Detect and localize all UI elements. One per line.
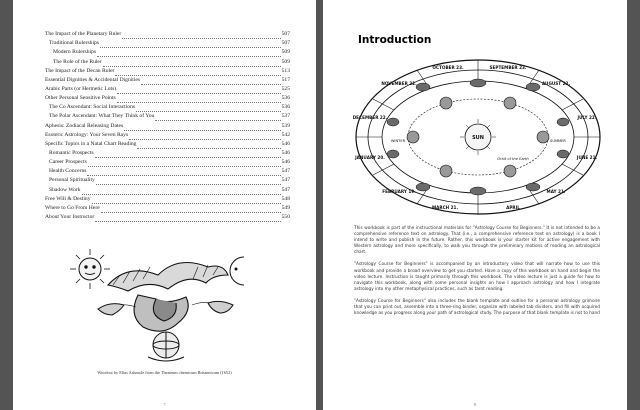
toc-entry-page: 536 [281,104,290,111]
month-label: SEPTEMBER 23. [489,65,527,70]
toc-leader-dots [141,79,281,85]
sun-label: SUN [472,135,484,141]
toc-leader-dots [87,170,280,176]
toc-leader-dots [129,134,280,140]
toc-entry-title: Romantic Prospects [49,149,94,156]
toc-entry-page: 547 [281,177,290,184]
toc-leader-dots [92,198,281,204]
toc-leader-dots [82,189,281,195]
toc-entry[interactable] [45,213,290,222]
month-label: MAY 21. [546,189,566,194]
woodcut-illustration [68,245,263,363]
table-of-contents [45,30,290,222]
toc-leader-dots [100,42,281,48]
month-label: MARCH 21. [431,205,459,210]
toc-entry-page: 536 [281,95,290,102]
orbit-label: Orbit of the Earth [497,157,529,161]
toc-leader-dots [96,179,281,185]
toc-entry-title: The Co Ascendant: Social Interactions [49,104,136,111]
left-page [13,0,316,410]
toc-leader-dots [95,152,281,158]
month-label: NOVEMBER 22. [381,81,417,86]
toc-entry-page: 546 [281,140,290,147]
toc-entry[interactable] [45,94,290,103]
toc-leader-dots [137,143,280,149]
toc-entry[interactable] [45,85,290,94]
month-label: JUNE 21. [576,155,598,160]
body-text [354,226,600,323]
toc-leader-dots [88,161,281,167]
toc-entry-page: 513 [281,67,290,74]
toc-entry-page: 546 [281,159,290,166]
toc-entry-page: 537 [281,113,290,120]
toc-leader-dots [117,88,280,94]
toc-entry-title: About Your Instructor [45,213,95,220]
toc-entry-page: 517 [281,76,290,83]
toc-leader-dots [115,70,280,76]
month-label: JANUARY 20. [355,155,385,160]
right-page [323,0,627,410]
toc-entry-title: Shadow Work [49,186,81,193]
toc-leader-dots [155,115,280,121]
toc-entry-title: Career Prospects [49,159,87,166]
page-number: 8 [473,402,477,407]
toc-entry-page: 539 [281,122,290,129]
month-label: JULY 22. [577,115,597,120]
toc-entry-page: 550 [281,213,290,220]
toc-entry-title: Modern Rulerships [53,49,97,56]
month-label: DECEMBER 22. [353,115,388,120]
toc-entry[interactable] [45,67,290,76]
toc-entry-page: 542 [281,131,290,138]
toc-entry[interactable] [45,121,290,130]
toc-leader-dots [95,216,280,222]
toc-entry-page: 525 [281,85,290,92]
toc-entry-title: The Role of the Ruler [53,58,102,65]
toc-leader-dots [101,207,281,213]
paragraph: "Astrology Course for Beginners" is accompanied by an introductory video that will narrate how to use this workbook and provide a broad overview to get you started. Have a copy of this workbook on hand and begin the video lecture. Instruction is taught primarily through this workbook. The video lecture is just a guide for how to navigate this workbook, along with some personal insights on how I approach astrology and how I integrate astrology into my other metaphysical practices, such as tarot reading. [354,262,600,292]
toc-entry[interactable] [45,176,290,185]
toc-entry-title: Aphesis: Zodiacal Releasing Dates [45,122,124,129]
toc-entry[interactable] [45,185,290,194]
toc-entry[interactable] [45,48,290,57]
toc-entry[interactable] [45,30,290,39]
toc-entry[interactable] [45,57,290,66]
toc-entry-page: 549 [281,204,290,211]
toc-entry[interactable] [45,140,290,149]
woodcut-caption: Woodcut by Elias Ashmole from the Theatrum chemicum Britannicum (1652) [97,370,232,375]
toc-leader-dots [122,33,280,39]
paragraph: "Astrology Course for Beginners" also includes the blank template and outline for a personal astrology grimoire that you can print out, assemble into a three-ring binder, organize with labeled tab dividers, and fill with acquired knowledge as you progress along your path of astrological study. The purpose of that blank template is not to hand [354,298,600,317]
toc-entry-title: Health Concerns [49,168,87,175]
toc-entry-page: 509 [281,49,290,56]
paragraph: This workbook is part of the instructional materials for "Astrology Course for Beginners." It is not intended to be a comprehensive reference text on astrology. That (i.e., a comprehensive reference text on astrology) is a book I intend to write and publish in the future. Rather, this workbook is your starter kit for active engagement with Western astrology and more specifically, to walk you through the preliminary motions of reading an astrological chart. [354,226,600,256]
toc-entry-title: The Impact of the Planetary Ruler [45,31,122,38]
toc-entry-title: Other Personal Sensitive Points [45,95,116,102]
season-label: SUMMER [550,139,566,143]
toc-entry-page: 547 [281,168,290,175]
month-label: OCTOBER 23. [432,65,464,70]
page-title: Introduction [358,34,432,46]
toc-entry-title: Arabic Parts (or Hermetic Lots) [45,85,117,92]
toc-entry[interactable] [45,112,290,121]
toc-leader-dots [124,125,280,131]
toc-entry-page: 507 [281,40,290,47]
toc-entry-page: 546 [281,149,290,156]
toc-entry[interactable] [45,76,290,85]
toc-leader-dots [97,51,281,57]
month-label: FEBRUARY 19. [382,189,416,194]
toc-entry[interactable] [45,204,290,213]
toc-entry-title: Free Will & Destiny [45,195,91,202]
toc-leader-dots [136,106,281,112]
month-label: APRIL [506,205,520,210]
toc-leader-dots [117,97,281,103]
toc-entry-title: Traditional Rulerships [49,40,99,47]
toc-entry-title: Essential Dignities & Accidental Dignities [45,76,141,83]
toc-leader-dots [103,61,281,67]
toc-entry-title: Where to Go From Here [45,204,100,211]
toc-entry-page: 547 [281,186,290,193]
toc-entry[interactable] [45,39,290,48]
toc-entry[interactable] [45,195,290,204]
season-label: WINTER [390,139,406,143]
toc-entry-title: The Polar Ascendant: What They Think of You [49,113,155,120]
zodiac-diagram [353,57,603,217]
toc-entry-title: Specific Topics in a Natal Chart Reading [45,140,137,147]
toc-entry-title: Personal Spirituality [49,177,95,184]
toc-entry-page: 548 [281,195,290,202]
toc-entry-title: The Impact of the Decan Ruler [45,67,115,74]
toc-entry[interactable] [45,103,290,112]
toc-entry[interactable] [45,149,290,158]
month-label: AUGUST 22. [541,81,571,86]
toc-entry[interactable] [45,158,290,167]
toc-entry[interactable] [45,167,290,176]
toc-entry-title: Esoteric Astrology: Your Seven Rays [45,131,129,138]
toc-entry-page: 507 [281,31,290,38]
toc-entry-page: 509 [281,58,290,65]
toc-entry[interactable] [45,131,290,140]
page-number: 7 [163,402,166,407]
